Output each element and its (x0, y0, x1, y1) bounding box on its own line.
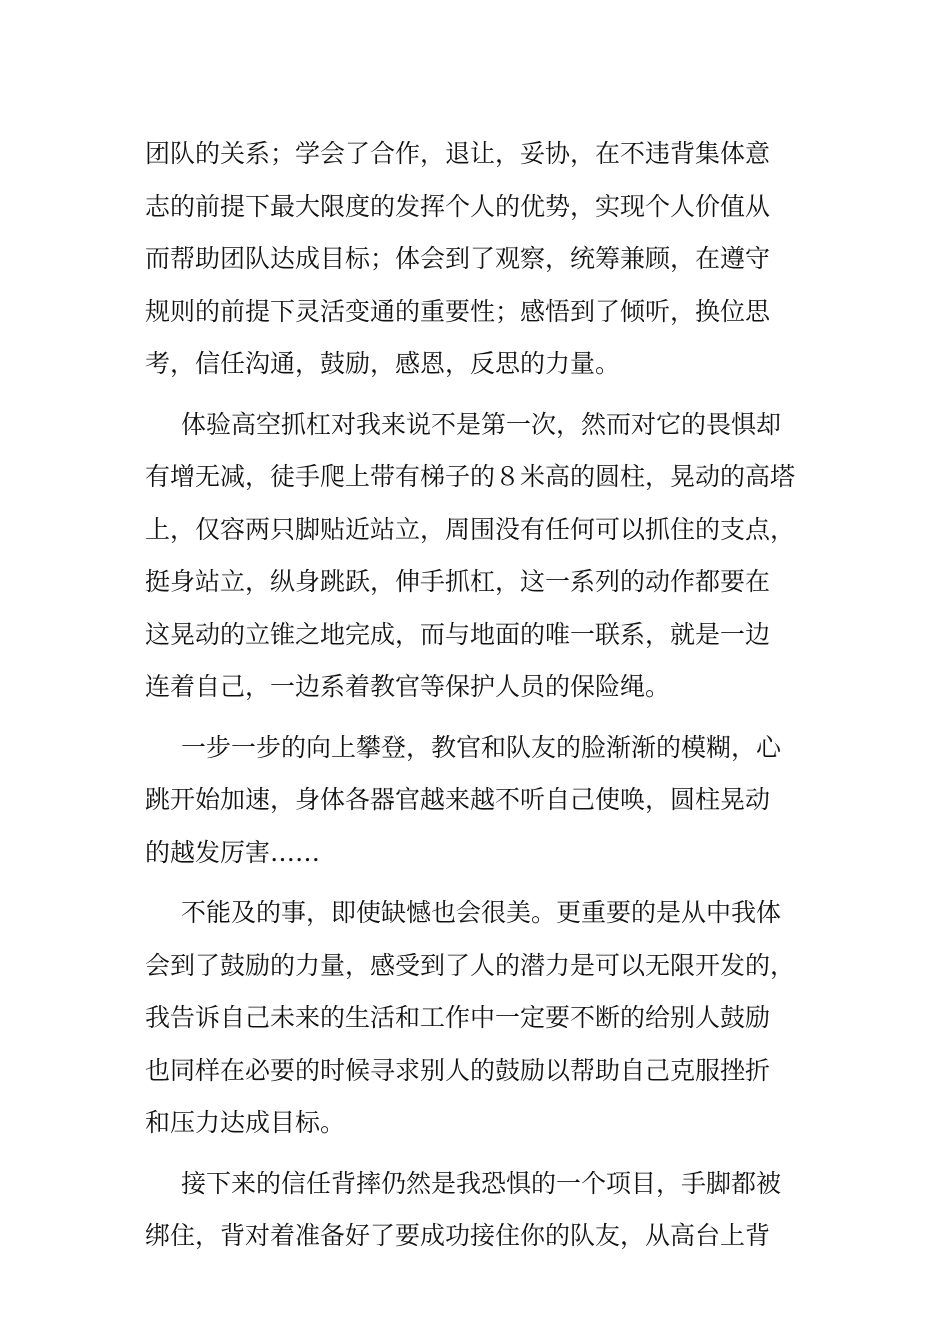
paragraph-3 (145, 722, 810, 880)
text-line: 跳开始加速，身体各器官越来越不听自己使唤，圆柱晃动 (145, 785, 771, 814)
text-line: 团队的关系；学会了合作，退让，妥协，在不违背集体意 (145, 139, 771, 168)
text-line: 规则的前提下灵活变通的重要性；感悟到了倾听，换位思 (145, 296, 771, 326)
text-line: 体验高空抓杠对我来说不是第一次，然而对它的畏惧却 (181, 409, 782, 439)
text-line: 考，信任沟通，鼓励，感恩，反思的力量。 (145, 349, 621, 378)
document-body (145, 128, 810, 1263)
text-line: 这晃动的立锥之地完成，而与地面的唯一联系，就是一边 (145, 619, 771, 649)
text-line: 而帮助团队达成目标；体会到了观察，统筹兼顾，在遵守 (145, 244, 771, 273)
paragraph-1 (145, 128, 810, 391)
text-line: 有增无减，徒手爬上带有梯子的８米高的圆柱，晃动的高塔 (145, 462, 796, 491)
text-line: 会到了鼓励的力量，感受到了人的潜力是可以无限开发的， (145, 950, 796, 980)
text-line: 绑住，背对着准备好了要成功接住你的队友，从高台上背 (145, 1221, 771, 1250)
text-line: 的越发厉害…… (145, 837, 321, 867)
text-line: 一步一步的向上攀登，教官和队友的脸渐渐的模糊，心 (181, 732, 782, 762)
text-line: 接下来的信任背摔仍然是我恐惧的一个项目，手脚都被 (181, 1168, 782, 1198)
text-line: 上，仅容两只脚贴近站立，周围没有任何可以抓住的支点， (145, 514, 796, 544)
paragraph-5 (145, 1158, 810, 1263)
text-line: 我告诉自己未来的生活和工作中一定要不断的给别人鼓励 (145, 1003, 771, 1032)
text-line: 志的前提下最大限度的发挥个人的优势，实现个人价值从 (145, 191, 771, 221)
text-line: 连着自己，一边系着教官等保护人员的保险绳。 (145, 672, 671, 701)
text-line: 不能及的事，即使缺憾也会很美。更重要的是从中我体 (181, 898, 782, 927)
text-line: 挺身站立，纵身跳跃，伸手抓杠，这一系列的动作都要在 (145, 567, 771, 596)
text-line: 和压力达成目标。 (145, 1108, 346, 1137)
text-line: 也同样在必要的时候寻求别人的鼓励以帮助自己克服挫折 (145, 1055, 771, 1085)
paragraph-2 (145, 399, 810, 714)
paragraph-4 (145, 887, 810, 1150)
